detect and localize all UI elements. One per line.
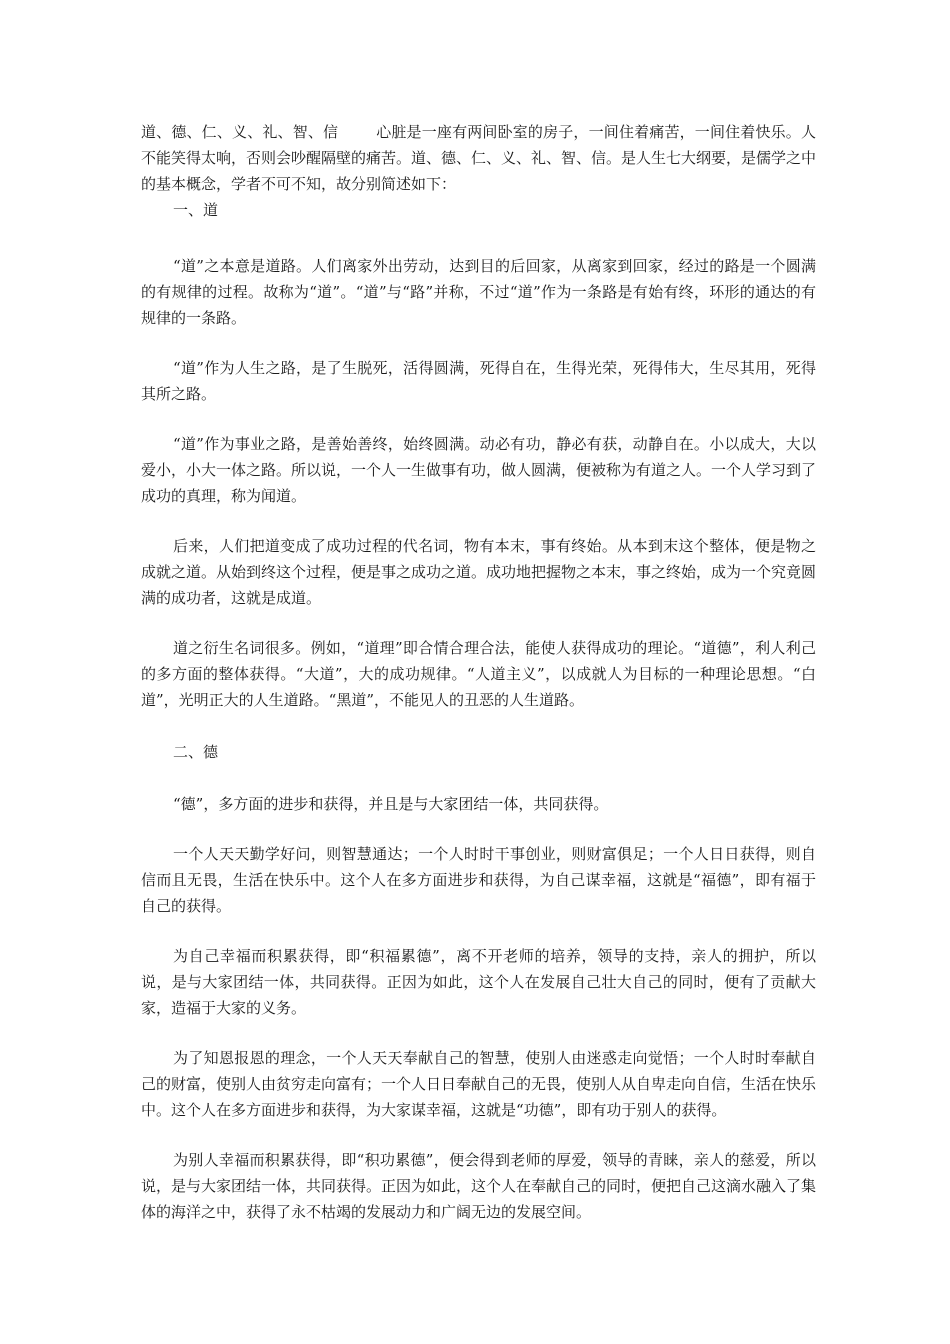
paragraph-dao-1: “道”之本意是道路。人们离家外出劳动，达到目的后回家，从离家到回家，经过的路是一个圆满的有规律的过程。故称为“道”。“道”与“路”并称，不过“道”作为一条路是有始有终，环形的通达的有规律的一条路。	[141, 257, 816, 327]
document-body	[141, 119, 816, 1225]
paragraph-de-5: 为别人幸福而积累获得，即“积功累德”，便会得到老师的厚爱，领导的青睐，亲人的慈爱，所以说，是与大家团结一体，共同获得。正因为如此，这个人在奉献自己的同时，便把自己这滴水融入了集体的海洋之中，获得了永不枯竭的发展动力和广阔无边的发展空间。	[141, 1151, 817, 1221]
paragraph-dao-4: 后来，人们把道变成了成功过程的代名词，物有本末，事有终始。从本到末这个整体，便是物之成就之道。从始到终这个过程，便是事之成功之道。成功地把握物之本末，事之终始，成为一个究竟圆满的成功者，这就是成道。	[141, 537, 817, 607]
intro-text: 心脏是一座有两间卧室的房子，一间住着痛苦，一间住着快乐。人不能笑得太响，否则会吵醒隔壁的痛苦。道、德、仁、义、礼、智、信。是人生七大纲要，是儒学之中的基本概念，学者不可不知，故分别简述如下：	[141, 123, 817, 193]
section-heading-de: 二、德	[173, 743, 219, 761]
paragraph-de-2: 一个人天天勤学好问，则智慧通达；一个人时时干事创业，则财富俱足；一个人日日获得，则自信而且无畏，生活在快乐中。这个人在多方面进步和获得，为自己谋幸福，这就是“福德”，即有福于自己的获得。	[141, 845, 816, 915]
paragraph-dao-3: “道”作为事业之路，是善始善终，始终圆满。动必有功，静必有获，动静自在。小以成大，大以爱小，小大一体之路。所以说，一个人一生做事有功，做人圆满，便被称为有道之人。一个人学习到了成功的真理，称为闻道。	[141, 435, 817, 505]
section-heading-dao: 一、道	[173, 201, 219, 219]
intro-paragraph	[141, 119, 816, 197]
paragraph-de-1: “德”，多方面的进步和获得，并且是与大家团结一体，共同获得。	[173, 795, 609, 813]
paragraph-dao-5: 道之衍生名词很多。例如，“道理”即合情合理合法，能使人获得成功的理论。“道德”，利人利己的多方面的整体获得。“大道”，大的成功规律。“人道主义”，以成就人为目标的一种理论思想。“白道”，光明正大的人生道路。“黑道”，不能见人的丑恶的人生道路。	[141, 639, 816, 709]
paragraph-dao-2: “道”作为人生之路，是了生脱死，活得圆满，死得自在，生得光荣，死得伟大，生尽其用，死得其所之路。	[141, 359, 816, 403]
paragraph-de-4: 为了知恩报恩的理念，一个人天天奉献自己的智慧，使别人由迷惑走向觉悟；一个人时时奉献自己的财富，使别人由贫穷走向富有；一个人日日奉献自己的无畏，使别人从自卑走向自信，生活在快乐中。这个人在多方面进步和获得，为大家谋幸福，这就是“功德”，即有功于别人的获得。	[141, 1049, 817, 1119]
paragraph-de-3: 为自己幸福而积累获得，即“积福累德”，离不开老师的培养，领导的支持，亲人的拥护，所以说，是与大家团结一体，共同获得。正因为如此，这个人在发展自己壮大自己的同时，便有了贡献大家，造福于大家的义务。	[141, 947, 816, 1017]
document-title: 道、德、仁、义、礼、智、信	[141, 123, 339, 141]
